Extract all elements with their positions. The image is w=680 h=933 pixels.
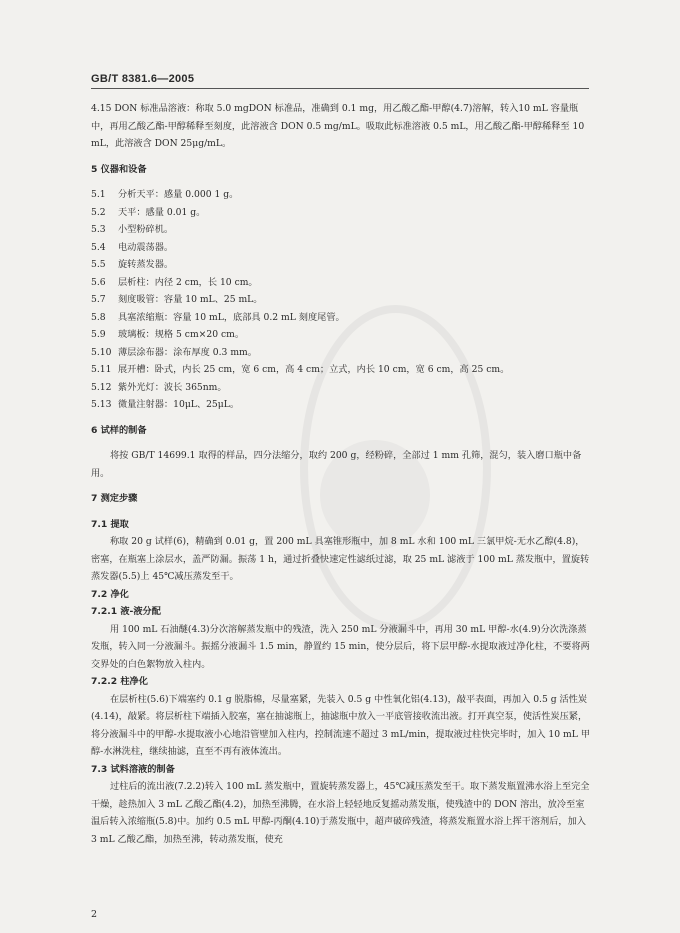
- section-7-2-1-heading: 7.2.1 液-液分配: [91, 606, 161, 617]
- para-7-1: 称取 20 g 试样(6)，精确到 0.01 g，置 200 mL 具塞锥形瓶中，加 8 mL 水和 100 mL 三氯甲烷-无水乙醇(4.8)，密塞，在瓶塞上涂层水，盖严防漏。振荡 1 h，通过折叠快速定性滤纸过滤，取 25 mL 滤液于 100 mL 蒸发瓶中，置旋转蒸发器(5.5)上 45℃减压蒸发至干。: [91, 536, 590, 582]
- list-item-5-2: 5.2 天平：感量 0.01 g。: [91, 206, 206, 218]
- para-7-2-2: 在层析柱(5.6)下端塞约 0.1 g 脱脂棉，尽量塞紧，先装入 0.5 g 中性氧化铝(4.13)，敲平表面，再加入 0.5 g 活性炭(4.14)，敲紧。将层析柱下端插入胶塞，塞在抽滤瓶上，抽滤瓶中放入一平底管接收流出液。打开真空泵，使活性炭压紧，将分液漏斗中的甲醇-水提取液小心地沿管壁加入柱内，控制流速不超过 3 mL/min，提取液过柱快完毕时，加入 10 mL 甲醇-水淋洗柱，继续抽滤，直至不再有液体流出。: [91, 693, 590, 757]
- para-4-15: 4.15 DON 标准品溶液：称取 5.0 mgDON 标准品，准确到 0.1 mg，用乙酸乙酯-甲醇(4.7)溶解，转入10 mL 容量瓶中，再用乙酸乙酯-甲醇稀释至刻度，此溶液含 DON 0.5 mg/mL。吸取此标准溶液 0.5 mL，用乙酸乙酯-甲醇稀释至 10 mL，此溶液含 DON 25μg/mL。: [91, 103, 585, 149]
- section-7-3-heading: 7.3 试料溶液的制备: [91, 763, 175, 775]
- list-item-5-4: 5.4 电动震荡器。: [91, 241, 174, 253]
- header-rule: [91, 88, 589, 89]
- para-7-2-1: 用 100 mL 石油醚(4.3)分次溶解蒸发瓶中的残渣，洗入 250 mL 分液漏斗中，再用 30 mL 甲醇-水(4.9)分次洗涤蒸发瓶，转入同一分液漏斗。振摇分液漏斗 1.5 min，静置约 15 min，使分层后，将下层甲醇-水提取液过净化柱，不要将两交界处的白色絮物放入柱内。: [91, 623, 590, 670]
- list-item-5-8: 5.8 具塞浓缩瓶：容量 10 mL，底部具 0.2 mL 刻度尾管。: [91, 311, 345, 323]
- list-item-5-13: 5.13 微量注射器：10μL、25μL。: [91, 399, 240, 410]
- section-7-1-heading: 7.1 提取: [91, 518, 129, 530]
- section-7-2-2-heading: 7.2.2 柱净化: [91, 676, 148, 687]
- section-7-2-heading: 7.2 净化: [91, 588, 129, 600]
- list-item-5-11: 5.11 展开槽：卧式，内长 25 cm，宽 6 cm，高 4 cm；立式，内长 10 cm，宽 6 cm，高 25 cm。: [91, 364, 510, 375]
- list-item-5-9: 5.9 玻璃板：规格 5 cm×20 cm。: [91, 329, 245, 340]
- list-item-5-12: 5.12 紫外光灯：波长 365nm。: [91, 381, 227, 393]
- para-7-3: 过柱后的流出液(7.2.2)转入 100 mL 蒸发瓶中，置旋转蒸发器上，45℃减压蒸发至干。取下蒸发瓶置沸水浴上至完全干燥，趁热加入 3 mL 乙酸乙酯(4.2)，加热至沸腾，在水浴上轻轻地反复摇动蒸发瓶，使残渣中的 DON 溶出，放冷至室温后转入浓缩瓶(5.8)中。加约 0.5 mL 甲醇-丙酮(4.10)于蒸发瓶中，超声破碎残渣，将蒸发瓶置水浴上挥干溶剂后，加入 3 mL 乙酸乙酯，加热至沸，转动蒸发瓶，使充: [91, 781, 590, 845]
- section-7-heading: 7 测定步骤: [91, 493, 138, 504]
- list-item-5-3: 5.3 小型粉碎机。: [91, 224, 174, 235]
- list-item-5-10: 5.10 薄层涂布器：涂布厚度 0.3 mm。: [91, 346, 257, 358]
- standard-code-header: GB/T 8381.6—2005: [91, 73, 195, 85]
- list-item-5-7: 5.7 刻度吸管：容量 10 mL、25 mL。: [91, 294, 263, 305]
- list-item-5-6: 5.6 层析柱：内径 2 cm，长 10 cm。: [91, 276, 258, 288]
- section-5-heading: 5 仪器和设备: [91, 163, 147, 175]
- body-text: [91, 100, 591, 848]
- page-number: 2: [91, 909, 98, 920]
- section-6-heading: 6 试样的制备: [91, 424, 147, 436]
- para-6: 将按 GB/T 14699.1 取得的样品，四分法缩分，取约 200 g，经粉碎，全部过 1 mm 孔筛，混匀，装入磨口瓶中备用。: [91, 450, 582, 479]
- list-item-5-1: 5.1 分析天平：感量 0.000 1 g。: [91, 189, 239, 200]
- list-item-5-5: 5.5 旋转蒸发器。: [91, 259, 174, 270]
